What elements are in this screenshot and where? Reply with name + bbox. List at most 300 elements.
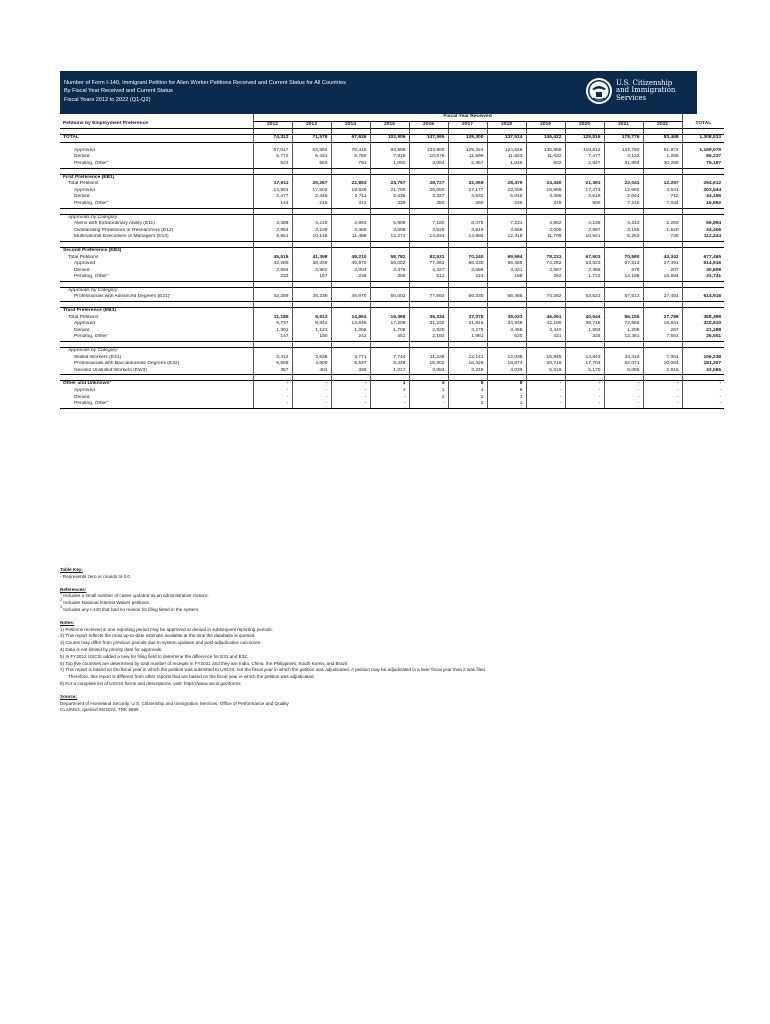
notes-section [60,567,700,720]
value-cell [487,348,526,355]
value-cell [370,174,409,181]
table-row [60,321,724,328]
value-cell: 3,658 [487,228,526,235]
section-title-row [60,174,724,181]
value-cell: 287 [643,328,682,335]
value-cell [331,247,370,254]
value-cell: 24,340 [526,181,565,188]
value-cell [565,174,604,181]
value-cell: 17,603 [292,188,331,195]
year-header: 2020 [565,121,604,129]
value-cell: 5 [448,381,487,388]
value-cell: - [370,401,409,408]
value-cell [331,214,370,221]
table-row [60,274,724,281]
value-cell [643,287,682,294]
row-label [60,308,253,315]
section-total-row [60,315,724,322]
value-cell: 77,692 [409,294,448,301]
value-cell: 37,076 [448,315,487,322]
table-key-title: Table Key: [60,567,83,572]
value-cell: 6,780 [331,154,370,161]
total-cell: 75,197 [682,161,724,168]
category-row [60,355,724,362]
row-label [60,181,253,188]
row-label [60,274,253,281]
row-label-text: TOTAL [63,135,79,141]
value-cell: 3,084 [409,368,448,375]
value-cell: 20,267 [292,181,331,188]
value-cell [526,287,565,294]
value-cell: 5,046 [487,194,526,201]
value-cell: 57,513 [604,261,643,268]
value-cell: 3,440 [526,328,565,335]
value-cell: 40,544 [565,315,604,322]
value-cell [526,348,565,355]
value-cell: 19,841 [643,321,682,328]
category-row [60,228,724,235]
value-cell: 3,005 [526,228,565,235]
value-cell: 12,141 [448,355,487,362]
row-label [60,268,253,275]
total-cell [682,214,724,221]
value-cell: 14,843 [565,355,604,362]
value-cell: 2,283 [643,221,682,228]
value-cell: 11,709 [526,234,565,241]
value-cell: 41,398 [292,255,331,262]
value-cell [409,247,448,254]
value-cell [448,214,487,221]
row-label [60,247,253,254]
value-cell: 32,069 [448,181,487,188]
value-cell: - [409,401,448,408]
value-cell: - [253,395,292,402]
value-cell: 135,858 [526,148,565,155]
value-cell: 66,330 [448,261,487,268]
row-label-text: Denied [74,267,90,273]
value-cell: 24,757 [370,181,409,188]
value-cell: 34,419 [604,355,643,362]
footnote-marker: 2 [169,294,172,297]
category-row [60,221,724,228]
row-label-text: Total Petitions [68,254,99,260]
value-cell: - [565,401,604,408]
value-cell [292,348,331,355]
value-cell: 28,727 [409,181,448,188]
row-label [60,154,253,161]
total-cell: 112,244 [682,234,724,241]
category-row [60,294,724,301]
value-cell [253,348,292,355]
value-cell: 129,516 [565,135,604,143]
row-label-text: Approvals by Category [68,214,118,220]
value-cell: 1,205 [643,154,682,161]
value-cell [409,287,448,294]
value-cell: 932 [526,161,565,168]
fiscal-year-header: Fiscal Year Received [253,114,682,121]
value-cell: 3,697 [526,268,565,275]
value-cell: 12,038 [487,355,526,362]
value-cell [331,308,370,315]
value-cell: 142,760 [604,148,643,155]
total-cell: 21,288 [682,328,724,335]
value-cell: - [292,381,331,388]
value-cell [643,247,682,254]
value-cell: 102,906 [370,135,409,143]
value-cell: - [526,381,565,388]
value-cell: 2,356 [565,268,604,275]
row-label-text: Total Petitions [68,181,99,187]
value-cell: 71,578 [292,135,331,143]
value-cell: 7,315 [604,201,643,208]
value-cell: 4,122 [604,154,643,161]
value-cell: 12,271 [370,234,409,241]
value-cell: 30,289 [643,161,682,168]
value-cell: - [526,401,565,408]
value-cell: 12,318 [487,234,526,241]
value-cell [643,214,682,221]
value-cell [565,308,604,315]
value-cell: 27,491 [643,261,682,268]
value-cell: 42,180 [526,321,565,328]
value-cell: - [292,401,331,408]
report-subtitle: By Fiscal Year Received and Current Status [64,88,173,94]
reference-text: Includes any I-140 that had no reason for filing listed in the system. [63,606,200,612]
value-cell: 6,170 [565,368,604,375]
value-cell: 55,002 [370,261,409,268]
value-cell [253,174,292,181]
value-cell: 74,282 [526,294,565,301]
value-cell: 3,155 [604,228,643,235]
value-cell: 431 [526,334,565,341]
year-header: 2019 [526,121,565,129]
row-label-text: Professionals with Advanced Degrees (E21) [74,294,170,300]
value-cell [526,214,565,221]
value-cell: 66,485 [487,261,526,268]
value-cell: 12,297 [643,181,682,188]
value-cell: 11,498 [331,234,370,241]
value-cell: - [370,395,409,402]
value-cell: 236 [331,274,370,281]
total-cell: 320,610 [682,321,724,328]
petitions-table [60,114,724,409]
value-cell: 11,185 [253,315,292,322]
value-cell: 249 [526,201,565,208]
value-cell: 10,145 [292,234,331,241]
value-cell: 3,321 [487,268,526,275]
value-cell: 224 [448,274,487,281]
value-cell: 8,551 [253,234,292,241]
value-cell: 1,092 [370,161,409,168]
value-cell: 3,279 [448,328,487,335]
value-cell: 7,231 [487,221,526,228]
table-row [60,154,724,161]
value-cell: 66,485 [487,294,526,301]
value-cell: - [604,401,643,408]
value-cell: 3,475 [370,268,409,275]
value-cell: 3,054 [409,161,448,168]
value-cell: 20,716 [526,361,565,368]
value-cell: 4,541 [643,188,682,195]
value-cell: 49,210 [331,255,370,262]
value-cell: 146,422 [526,135,565,143]
value-cell: 27,491 [643,294,682,301]
value-cell: - [565,395,604,402]
value-cell: 34,948 [487,321,526,328]
value-cell: - [643,388,682,395]
year-header-row [60,121,724,129]
value-cell [487,247,526,254]
value-cell: - [643,381,682,388]
value-cell: 2,920 [409,328,448,335]
total-cell: 203,544 [682,188,724,195]
value-cell: - [331,381,370,388]
total-cell: 677,465 [682,255,724,262]
total-cell: 106,238 [682,355,724,362]
value-cell: 178,776 [604,135,643,143]
row-label [60,188,253,195]
value-cell: 27,177 [448,188,487,195]
value-cell: 4,600 [292,361,331,368]
value-cell: 1 [370,388,409,395]
value-cell: 3,638 [292,355,331,362]
value-cell: 1 [409,388,448,395]
value-cell: 118,512 [565,148,604,155]
value-cell: 1,981 [448,334,487,341]
value-cell [643,348,682,355]
year-header: 2018 [487,121,526,129]
value-cell: 4,135 [565,221,604,228]
value-cell [487,308,526,315]
row-label [60,214,253,221]
section-title-row [60,247,724,254]
value-cell: 46,051 [526,315,565,322]
value-cell: 2,448 [292,194,331,201]
value-cell: 5,519 [526,368,565,375]
note-line: 2) This report reflects the most up-to-date estimate available at the time the database is queried. [60,633,256,639]
value-cell [526,308,565,315]
value-cell: 14,834 [409,234,448,241]
row-label-text: Approvals by Category [68,287,118,293]
row-label [60,161,253,168]
value-cell [253,287,292,294]
value-cell: 4,314 [604,221,643,228]
value-cell: 77,692 [409,261,448,268]
value-cell: 14,953 [331,315,370,322]
value-cell: - [292,395,331,402]
value-cell: 630 [487,334,526,341]
table-row [60,148,724,155]
value-cell: 500 [565,201,604,208]
value-cell: 2,044 [604,194,643,201]
value-cell [448,174,487,181]
value-cell: 147,595 [409,135,448,143]
value-cell: 45,970 [331,294,370,301]
row-label-text: Professionals with Baccalaureate Degrees (E32) [74,361,180,367]
value-cell: 7,061 [643,355,682,362]
value-cell: 8,475 [448,221,487,228]
value-cell: 451 [370,334,409,341]
reference-text: Includes National Interest Waiver petitions. [63,600,151,606]
value-cell: 16,426 [448,361,487,368]
value-cell: - [292,388,331,395]
value-cell: 42,289 [253,261,292,268]
note-line: 1) Petitions received in one reporting period may be approved or denied in subsequent reporting periods. [60,626,273,632]
value-cell: - [604,395,643,402]
row-label-text: Denied [74,154,90,160]
row-label [60,328,253,335]
value-cell: 2,477 [253,194,292,201]
value-cell: 3,618 [565,194,604,201]
value-cell [526,247,565,254]
value-cell: 31,816 [448,321,487,328]
value-cell: 14,886 [448,234,487,241]
footnote-marker: 1 [106,274,109,277]
value-cell: 3,455 [487,328,526,335]
row-label [60,201,253,208]
source-title: Source: [60,693,78,699]
value-cell: 150 [292,334,331,341]
value-cell: - [253,401,292,408]
value-cell: 226 [487,201,526,208]
value-cell: 336 [370,201,409,208]
total-cell: 33,065 [682,368,724,375]
value-cell [565,287,604,294]
value-cell: 66,330 [448,294,487,301]
value-cell: 17,703 [565,361,604,368]
total-cell: 1,308,513 [682,135,724,143]
value-cell: 5,968 [253,361,292,368]
value-cell: 15,684 [643,274,682,281]
table-body [60,129,724,409]
row-label-text: Aliens with Extraordinary Ability (E11) [74,221,155,227]
value-cell: 10,576 [409,154,448,161]
row-label [60,255,253,262]
row-label [60,334,253,341]
value-cell [331,287,370,294]
row-label [60,395,253,402]
total-cell: 16,952 [682,201,724,208]
row-label [60,135,253,143]
value-cell: 74,282 [526,261,565,268]
table-row [60,161,724,168]
value-cell: 45,516 [253,255,292,262]
section-title-row [60,308,724,315]
value-cell: 260 [448,201,487,208]
value-cell: 25,050 [409,188,448,195]
year-header: 2016 [409,121,448,129]
table-row [60,188,724,195]
row-label-text: Pending, Other [74,334,107,340]
table-key-line: - Represents zero or rounds to 0.0 [60,573,130,579]
value-cell: 7,744 [370,355,409,362]
value-cell: 67,636 [331,135,370,143]
value-cell: 12,682 [604,188,643,195]
value-cell: 2,994 [253,268,292,275]
total-cell [682,174,724,181]
total-cell [682,308,724,315]
total-cell: 31,741 [682,274,724,281]
value-cell: 1,520 [643,228,682,235]
value-cell: 23,209 [487,188,526,195]
value-cell [487,174,526,181]
value-cell: 43,342 [643,255,682,262]
note-line: Therefore, this report is different from other reports that are based on the fiscal year in which the petition was adjudicated. [68,674,315,680]
value-cell: 12,188 [604,274,643,281]
value-cell: 11,632 [526,154,565,161]
value-cell: 22,041 [604,181,643,188]
value-cell [604,174,643,181]
source-line: Department of Homeland Security, U.S. Citizenship and Immigration Services, Office of Performance and Quality [60,700,289,706]
category-row [60,234,724,241]
value-cell [487,287,526,294]
value-cell [448,247,487,254]
value-cell: 93,995 [370,148,409,155]
row-label-text: Skilled Workers (E31) [74,354,122,360]
value-cell: 11,599 [448,154,487,161]
value-cell [409,174,448,181]
value-cell: 1,503 [565,328,604,335]
total-cell: - [682,381,724,388]
value-cell: 19,366 [370,315,409,322]
value-cell: 325 [565,334,604,341]
value-cell: 16,902 [409,361,448,368]
value-cell: 4,682 [526,221,565,228]
value-cell [604,308,643,315]
report-title: Number of Form I-140, Immigrant Petition for Alien Worker Petitions Received and Current Status for All Countries [64,80,346,86]
value-cell [448,287,487,294]
category-title-row [60,214,724,221]
value-cell: - [253,381,292,388]
value-cell: 27,789 [643,315,682,322]
row-label [60,361,253,368]
value-cell [487,214,526,221]
value-cell [604,247,643,254]
row-label-text: Denied [74,394,90,400]
row-label [60,148,253,155]
value-cell: 1,209 [604,328,643,335]
value-cell: 1,708 [370,328,409,335]
value-cell: - [604,388,643,395]
value-cell: 3,004 [331,268,370,275]
value-cell: 63,523 [565,261,604,268]
row-label-text: Approvals by Category [68,348,118,354]
note-line: 4) Data is not limited by priority date for approvals. [60,646,163,652]
value-cell: 2 [409,395,448,402]
note-line: 8) For a complete list of USCIS forms and descriptions, visit: https://www.uscis.gov/forms [60,680,241,686]
value-cell [643,174,682,181]
value-cell: 4,495 [526,194,565,201]
row-label [60,234,253,241]
row-label-text: Approved [74,261,95,267]
value-cell: 3,608 [370,228,409,235]
total-cell: 26,501 [682,334,724,341]
value-cell: - [526,395,565,402]
value-cell: 17,611 [253,181,292,188]
reference-number: 3 [60,604,62,609]
value-cell: 10,064 [643,361,682,368]
value-cell: 3,486 [253,221,292,228]
row-label-text: Second Preference (EB2) [63,247,122,253]
value-cell: 133,965 [409,148,448,155]
total-cell: 86,237 [682,154,724,161]
value-cell: 6 [487,388,526,395]
value-cell [253,308,292,315]
table-row [60,261,724,268]
row-label [60,315,253,322]
value-cell: - [331,395,370,402]
table-row [60,328,724,335]
